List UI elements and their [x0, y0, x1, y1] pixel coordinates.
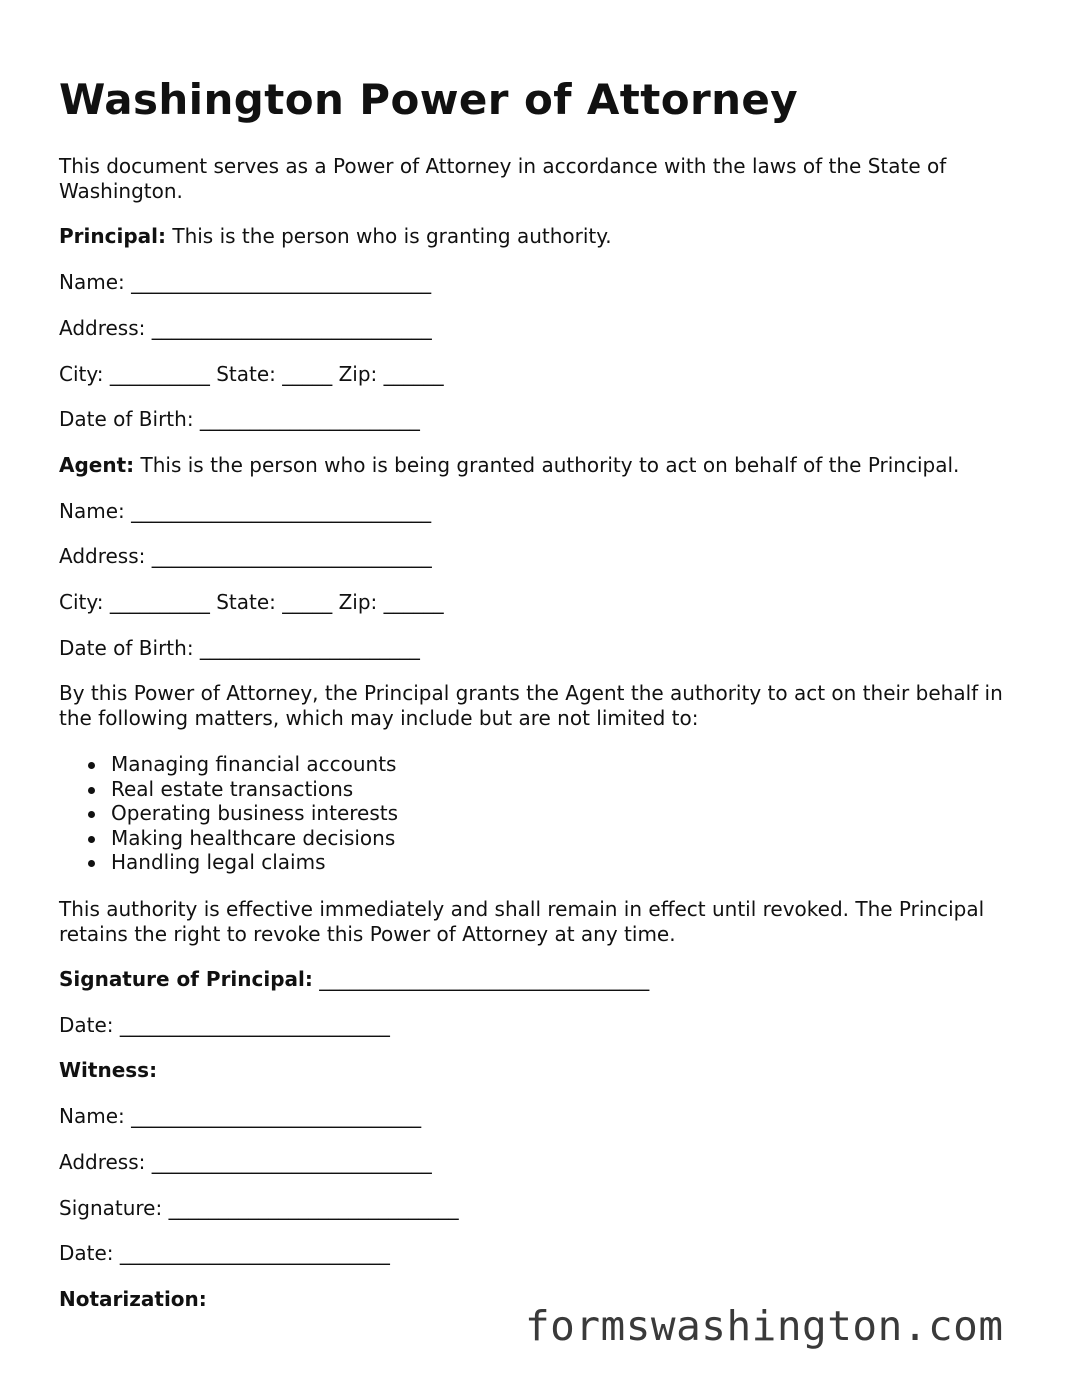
notarization-heading: Notarization:: [59, 1287, 207, 1311]
matters-list: [59, 752, 398, 875]
list-item: Managing financial accounts: [111, 752, 397, 776]
witness-heading: Witness:: [59, 1058, 158, 1082]
list-item: Operating business interests: [111, 801, 399, 826]
signature-date-field: Date: ___________________________: [59, 1013, 390, 1037]
principal-heading: Principal:: [59, 224, 166, 248]
agent-dob-field: Date of Birth: ______________________: [59, 636, 420, 660]
agent-description-text: This is the person who is being granted authority to act on behalf of the Principal.: [140, 453, 960, 477]
document-title: Washington Power of Attorney: [59, 75, 799, 124]
intro-paragraph: This document serves as a Power of Attorney in accordance with the laws of the State of Washington.: [59, 154, 947, 203]
witness-date-field: Date: ___________________________: [59, 1241, 390, 1265]
principal-city-state-zip-field: City: __________ State: _____ Zip: ______: [59, 362, 444, 386]
principal-name-field: Name: ______________________________: [59, 270, 432, 294]
list-item: Making healthcare decisions: [111, 826, 398, 851]
grant-paragraph: By this Power of Attorney, the Principal grants the Agent the authority to act on their behalf in the following matters, which may include but are not limited to:: [59, 681, 1003, 730]
principal-address-field: Address: ____________________________: [59, 316, 432, 340]
principal-description: [59, 224, 612, 249]
principal-description-text: This is the person who is granting authority.: [172, 224, 612, 248]
witness-signature-field: Signature: _____________________________: [59, 1196, 459, 1220]
effective-paragraph: This authority is effective immediately and shall remain in effect until revoked. The Principal retains the right to revoke this Power of Attorney at any time.: [59, 897, 985, 946]
list-item: Real estate transactions: [111, 777, 398, 802]
witness-name-field: Name: _____________________________: [59, 1104, 422, 1128]
site-watermark: formswashington.com: [525, 1302, 1004, 1350]
agent-name-field: Name: ______________________________: [59, 499, 432, 523]
signature-label: Signature of Principal:: [59, 967, 313, 991]
agent-description: [59, 453, 959, 478]
witness-address-field: Address: ____________________________: [59, 1150, 432, 1174]
principal-dob-field: Date of Birth: ______________________: [59, 407, 420, 431]
agent-heading: Agent:: [59, 453, 135, 477]
agent-address-field: Address: ____________________________: [59, 544, 432, 568]
list-item: Handling legal claims: [111, 850, 398, 875]
principal-signature-field: [59, 967, 649, 992]
agent-city-state-zip-field: City: __________ State: _____ Zip: ______: [59, 590, 444, 614]
signature-blank: _________________________________: [319, 967, 650, 991]
